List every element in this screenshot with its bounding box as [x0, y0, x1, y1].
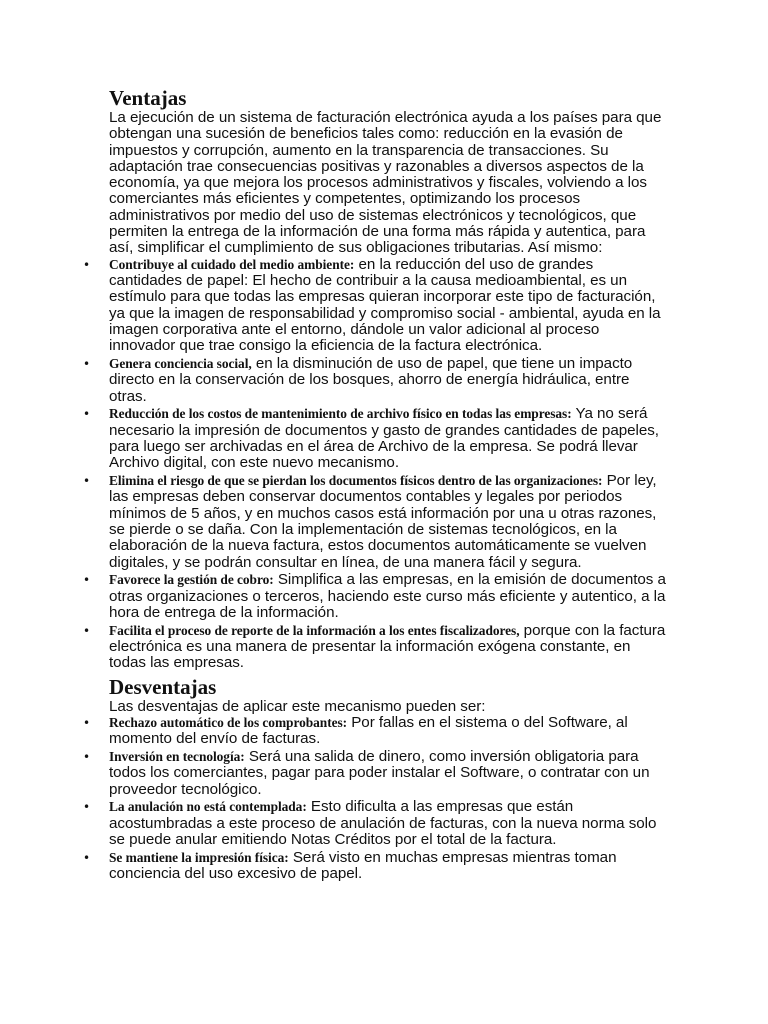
item-term: Inversión en tecnología: [109, 748, 245, 764]
item-text: Por ley, las empresas deben conservar documentos contables y legales por periodos mínimos de 5 años, y en muchos casos está información por una u otras razones, se pierde o se daña. Con la implementación de sistemas tecnológicos, en la elaboración de la nueva factura, estos documentos automáticamente se vuelven digitales, y se podrán consultar en línea, de una manera fácil y segura. [109, 472, 657, 571]
list-item [83, 713, 668, 748]
item-text: en la reducción del uso de grandes cantidades de papel: El hecho de contribuir a la causa medioambiental, es un estímulo para que todas las empresas quieran incorporar este tipo de facturación, ya que la imagen de responsabilidad y compromiso social - ambiental, ayuda en la imagen corporativa ante el entorno, dándole un valor adicional al proceso innovador que trae consigo la eficiencia de la factura electrónica. [109, 255, 661, 355]
list-item [83, 354, 668, 405]
item-text: en la disminución de uso de papel, que tiene un impacto directo en la conservación de los bosques, ahorro de energía hidráulica, entre otras. [109, 354, 633, 405]
list-item [83, 747, 668, 798]
list-item [83, 472, 668, 571]
list-item [83, 255, 668, 355]
desventajas-list [83, 713, 668, 883]
item-term: Favorece la gestión de cobro: [109, 572, 274, 588]
item-term: Elimina el riesgo de que se pierdan los documentos físicos dentro de las organizaciones: [109, 473, 603, 489]
heading-ventajas: Ventajas [109, 86, 187, 110]
ventajas-list [83, 255, 668, 672]
item-text: Esto dificulta a las empresas que están acostumbradas a este proceso de anulación de facturas, con la nueva norma solo se puede anular emitiendo Notas Créditos por el total de la factura. [109, 798, 657, 848]
bullet-icon: • [83, 800, 91, 815]
item-term: La anulación no está contemplada: [109, 799, 307, 815]
list-item [83, 798, 668, 848]
list-item [83, 621, 668, 672]
bullet-icon: • [83, 749, 91, 764]
list-item [83, 848, 668, 883]
bullet-icon: • [83, 356, 91, 371]
bullet-icon: • [83, 257, 91, 272]
bullet-icon: • [83, 715, 91, 730]
list-item [83, 571, 668, 621]
item-term: Rechazo automático de los comprobantes: [109, 714, 348, 730]
item-text: Por fallas en el sistema o del Software, al momento del envío de facturas. [109, 713, 628, 748]
item-term: Se mantiene la impresión física: [109, 849, 289, 865]
desventajas-intro: Las desventajas de aplicar este mecanismo pueden ser: [109, 697, 486, 715]
item-text: Ya no será necesario la impresión de documentos y gasto de grandes cantidades de papeles, para luego ser archivadas en el área de Archivo de la empresa. Se podrá llevar Archivo digital, con este nuevo mecanismo. [109, 405, 659, 472]
ventajas-intro: La ejecución de un sistema de facturación electrónica ayuda a los países para que obtengan una sucesión de beneficios tales como: reducción en la evasión de impuestos y corrupción, aumento en la transparencia de transacciones. Su adaptación trae consecuencias positivas y razonables a diversos aspectos de la economía, ya que mejora los procesos administrativos y fiscales, volviendo a los comerciantes más eficientes y competentes, optimizando los procesos administrativos por medio del uso de sistemas electrónicos y tecnológicos, que permiten la entrega de la información de una forma más rápida y autentica, para así, simplificar el cumplimiento de sus obligaciones tributarias. Así mismo: [109, 109, 662, 257]
bullet-icon: • [83, 407, 91, 422]
bullet-icon: • [83, 623, 91, 638]
bullet-icon: • [83, 573, 91, 588]
item-term: Contribuye al cuidado del medio ambiente: [109, 256, 355, 272]
item-text: porque con la factura electrónica es una manera de presentar la información exógena constante, en todas las empresas. [109, 621, 666, 672]
item-term: Facilita el proceso de reporte de la información a los entes fiscalizadores, [109, 622, 520, 638]
item-term: Reducción de los costos de mantenimiento de archivo físico en todas las empresas: [109, 406, 572, 422]
bullet-icon: • [83, 474, 91, 489]
list-item [83, 405, 668, 472]
item-text: Simplifica a las empresas, en la emisión de documentos a otras organizaciones o terceros, haciendo este curso más eficiente y autentico, a la hora de entrega de la información. [109, 571, 666, 621]
heading-desventajas: Desventajas [109, 674, 217, 699]
item-text: Será visto en muchas empresas mientras toman conciencia del uso excesivo de papel. [109, 848, 617, 883]
item-term: Genera conciencia social, [109, 355, 252, 371]
bullet-icon: • [83, 850, 91, 865]
item-text: Será una salida de dinero, como inversión obligatoria para todos los comerciantes, pagar para poder instalar el Software, o contratar con un proveedor tecnológico. [109, 747, 650, 798]
